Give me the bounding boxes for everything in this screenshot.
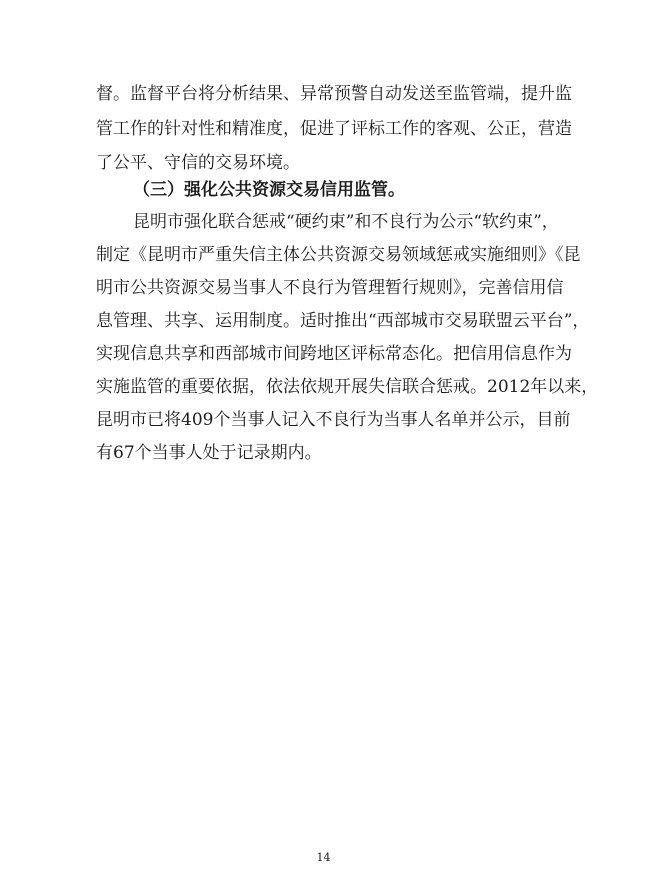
paragraph-line: 昆明市已将409个当事人记入不良行为当事人名单并公示，目前 <box>96 410 571 430</box>
paragraph-line: 昆明市强化联合惩戒“硬约束”和不良行为公示“软约束”， <box>133 212 559 232</box>
paragraph-line: 实施监管的重要依据，依法依规开展失信联合惩戒。2012年以来， <box>96 377 599 397</box>
paragraph-line: 管工作的针对性和精准度，促进了评标工作的客观、公正，营造 <box>96 119 572 139</box>
paragraph-line: 息管理、共享、运用制度。适时推出“西部城市交易联盟云平台”， <box>96 311 590 331</box>
paragraph-line: 制定《昆明市严重失信主体公共资源交易领域惩戒实施细则》《昆 <box>96 245 581 265</box>
section-heading: （三）强化公共资源交易信用监管。 <box>133 180 405 200</box>
paragraph-line: 督。监督平台将分析结果、异常预警自动发送至监管端，提升监 <box>96 84 572 104</box>
paragraph-line: 明市公共资源交易当事人不良行为管理暂行规则》，完善信用信 <box>96 278 564 298</box>
paragraph-line: 有67个当事人处于记录期内。 <box>96 443 322 463</box>
page-number: 14 <box>316 851 331 864</box>
paragraph-line: 了公平、守信的交易环境。 <box>96 153 300 173</box>
paragraph-line: 实现信息共享和西部城市间跨地区评标常态化。把信用信息作为 <box>96 344 572 364</box>
